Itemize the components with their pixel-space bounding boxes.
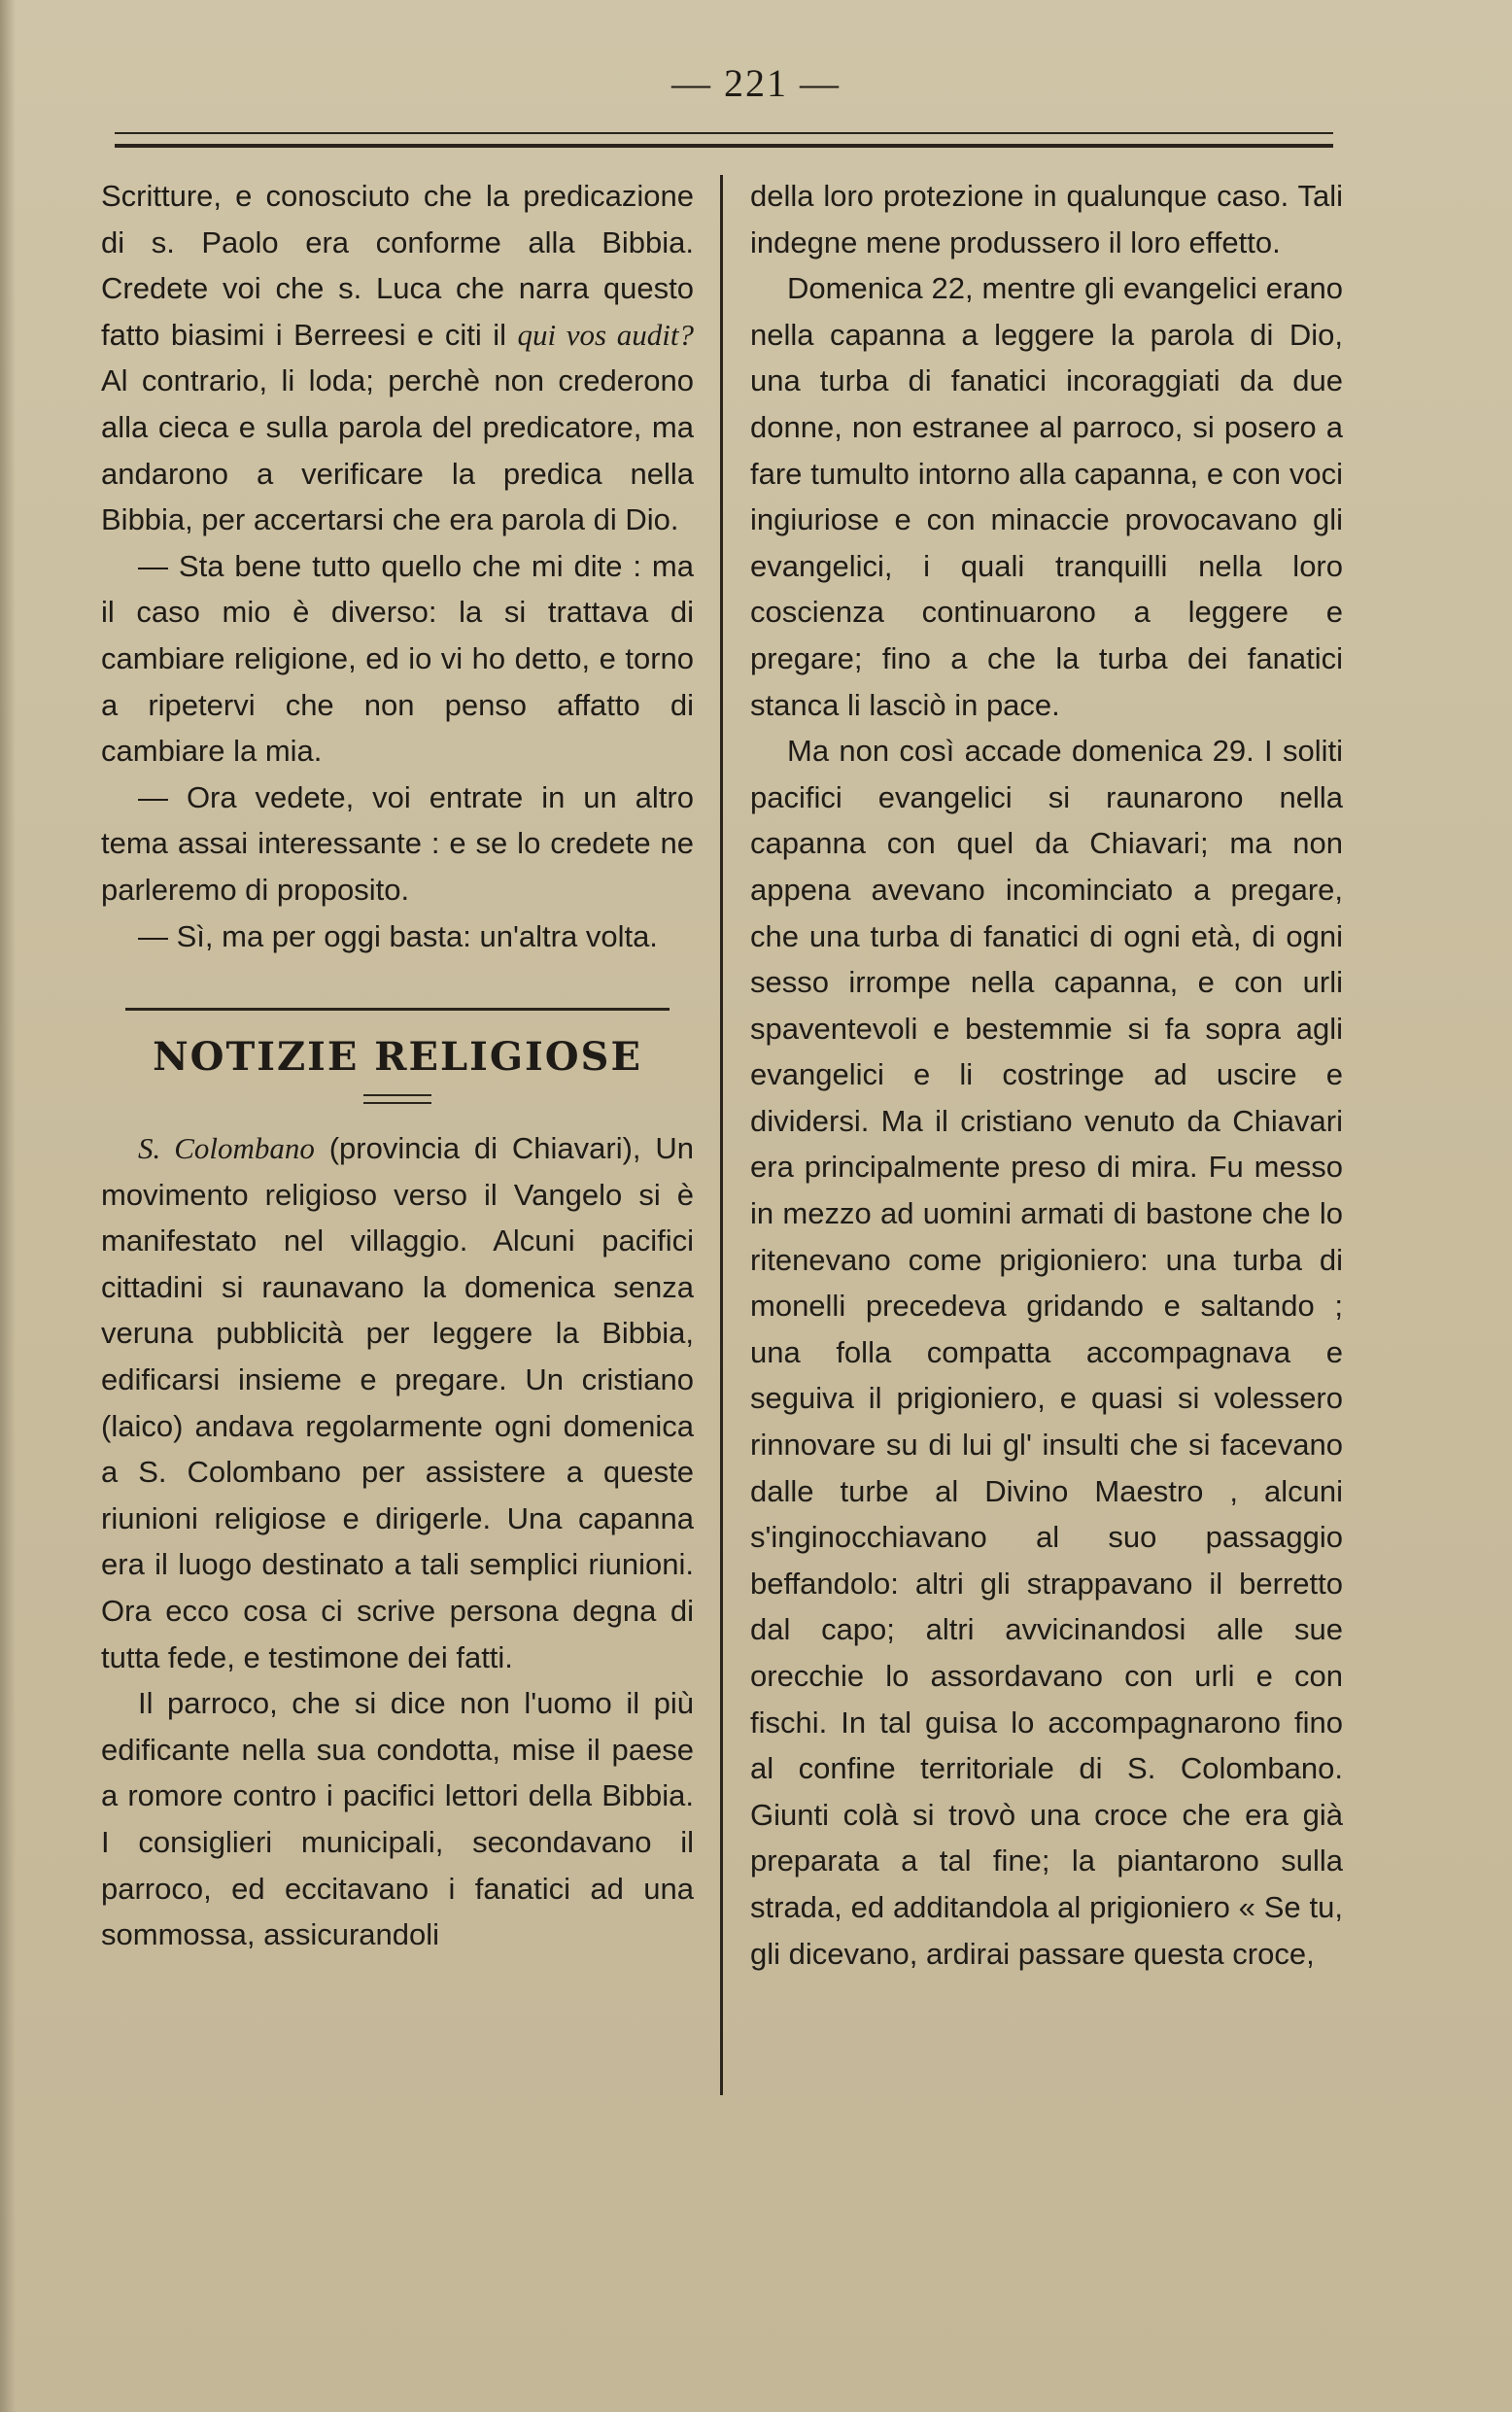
- paragraph-text: Scritture, e conosciuto che la predicazione di s. Paolo era conforme alla Bibbia. Credete voi che s. Luca che narra questo fatto biasimi i Berreesi e citi il: [101, 179, 694, 352]
- news-place: S. Colombano: [138, 1131, 315, 1166]
- page-spine-shadow: [0, 0, 16, 2412]
- title-ornament: [363, 1094, 431, 1104]
- paragraph: — Sta bene tutto quello che mi dite : ma il caso mio è diverso: la si trattava di cambiare religione, ed io vi ho detto, e torno a ripetervi che non penso affatto di cambiare la mia.: [101, 548, 694, 769]
- paragraph: — Ora vedete, voi entrate in un altro tema assai interessante : e se lo credete ne parleremo di proposito.: [101, 779, 694, 907]
- latin-quote: qui vos audit?: [517, 317, 694, 352]
- paragraph-text: Al contrario, li loda; perchè non crederono alla cieca e sulla parola del predicatore, ma andarono a verificare la predica nella Bibbia, per accertarsi che era parola di Dio.: [101, 363, 694, 537]
- paragraph-text: (provincia di Chiavari), Un movimento religioso verso il Vangelo si è manifestato nel villaggio. Alcuni pacifici cittadini si raunavano la domenica senza veruna pubblicità per leggere la Bibbia, edificarsi insieme e pregare. Un cristiano (laico) andava regolarmente ogni domenica a S. Colombano per assistere a queste riunioni religiose e dirigerle. Una capanna era il luogo destinato a tali semplici riunioni. Ora ecco cosa ci scrive persona degna di tutta fede, e testimone dei fatti.: [101, 1131, 694, 1674]
- section-title: NOTIZIE RELIGIOSE: [153, 1034, 642, 1081]
- column-divider: [720, 175, 723, 2095]
- paragraph: della loro protezione in qualunque caso. Tali indegne mene produssero il loro effetto.: [750, 179, 1343, 259]
- paragraph: [101, 1125, 694, 1680]
- paragraph: Il parroco, che si dice non l'uomo il più edificante nella sua condotta, mise il paese a romore contro i pacifici lettori della Bibbia. I consiglieri municipali, secondavano il parroco, ed eccitavano i fanatici ad una sommossa, assicurandoli: [101, 1686, 694, 1952]
- paragraph: Domenica 22, mentre gli evangelici erano nella capanna a leggere la parola di Dio, una turba di fanatici incoraggiati da due donne, non estranee al parroco, si posero a fare tumulto intorno alla capanna, e con voci ingiuriose e con minaccie provocavano gli evangelici, i quali tranquilli nella loro coscienza continuarono a leggere e pregare; fino a che la turba dei fanatici stanca li lasciò in pace.: [750, 271, 1343, 722]
- paragraph: — Sì, ma per oggi basta: un'altra volta.: [138, 918, 658, 953]
- left-column: [101, 173, 694, 1958]
- paragraph: Ma non così accade domenica 29. I soliti pacifici evangelici si raunarono nella capanna con quel da Chiavari; ma non appena avevano incominciato a pregare, che una turba di fanatici di ogni età, di ogni sesso irrompe nella capanna, e con urli spaventevoli e bestemmie si fa sopra agli evangelici e li costringe ad uscire e dividersi. Ma il cristiano venuto da Chiavari era principalmente preso di mira. Fu messo in mezzo ad uomini armati di bastone che lo ritenevano come prigioniero: una turba di monelli precedeva gridando e saltando ; una folla compatta accompagnava e seguiva il prigioniero, e quasi si volessero rinnovare su di lui gl' insulti che si facevano dalle turbe al Divino Maestro , alcuni s'inginocchiavano al suo passaggio beffandolo: altri gli strappavano il berretto dal capo; altri avvicinandosi alle sue orecchie lo assordavano con urli e con fischi. In tal guisa lo accompagnarono fino al confine territoriale di S. Colombano. Giunti colà si trovò una croce che era già preparata a tal fine; la piantarono sulla strada, ed additandola al prigioniero « Se tu, gli dicevano, ardirai passare questa croce,: [750, 734, 1343, 1971]
- paragraph: [101, 173, 694, 543]
- page-number: — 221 —: [671, 61, 841, 105]
- right-column: [750, 173, 1343, 1977]
- section-rule: [125, 1008, 670, 1011]
- header-double-rule: [115, 132, 1333, 148]
